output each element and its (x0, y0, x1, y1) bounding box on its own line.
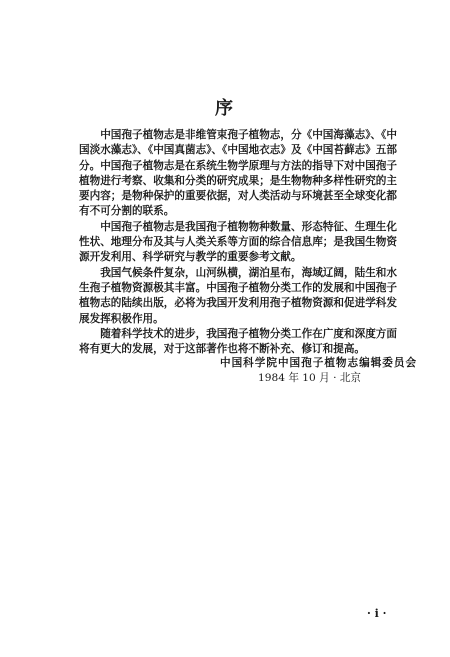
paragraph-4: 随着科学技术的进步，我国孢子植物分类工作在广度和深度方面将有更大的发展，对于这部著作也将不断补充、修订和提高。 (79, 327, 397, 356)
preface-title: 序 (215, 98, 235, 119)
paragraph-1: 中国孢子植物志是非维管束孢子植物志，分《中国海藻志》、《中国淡水藻志》、《中国真菌志》、《中国地衣志》及《中国苔藓志》五部分。中国孢子植物志是在系统生物学原理与方法的指导下对中国孢子植物进行考察、收集和分类的研究成果；是生物物种多样性研究的主要内容；是物种保护的重要依据，对人类活动与环境甚至全球变化都有不可分割的联系。 (79, 129, 397, 218)
preface-body (79, 128, 397, 357)
paragraph-3: 我国气候条件复杂，山河纵横，湖泊星布，海域辽阔，陆生和水生孢子植物资源极其丰富。中国孢子植物分类工作的发展和中国孢子植物志的陆续出版，必将为我国开发利用孢子植物资源和促进学科发展发挥积极作用。 (79, 266, 397, 325)
signature-block (220, 356, 420, 386)
paragraph-2: 中国孢子植物志是我国孢子植物物种数量、形态特征、生理生化性状、地理分布及其与人类关系等方面的综合信息库；是我国生物资源开发利用、科学研究与教学的重要参考文献。 (79, 220, 397, 264)
page-number: · i · (367, 607, 387, 620)
signature-date: 1984 年 10 月 · 北京 (258, 372, 362, 384)
signature-organization: 中国科学院中国孢子植物志编辑委员会 (220, 357, 418, 369)
